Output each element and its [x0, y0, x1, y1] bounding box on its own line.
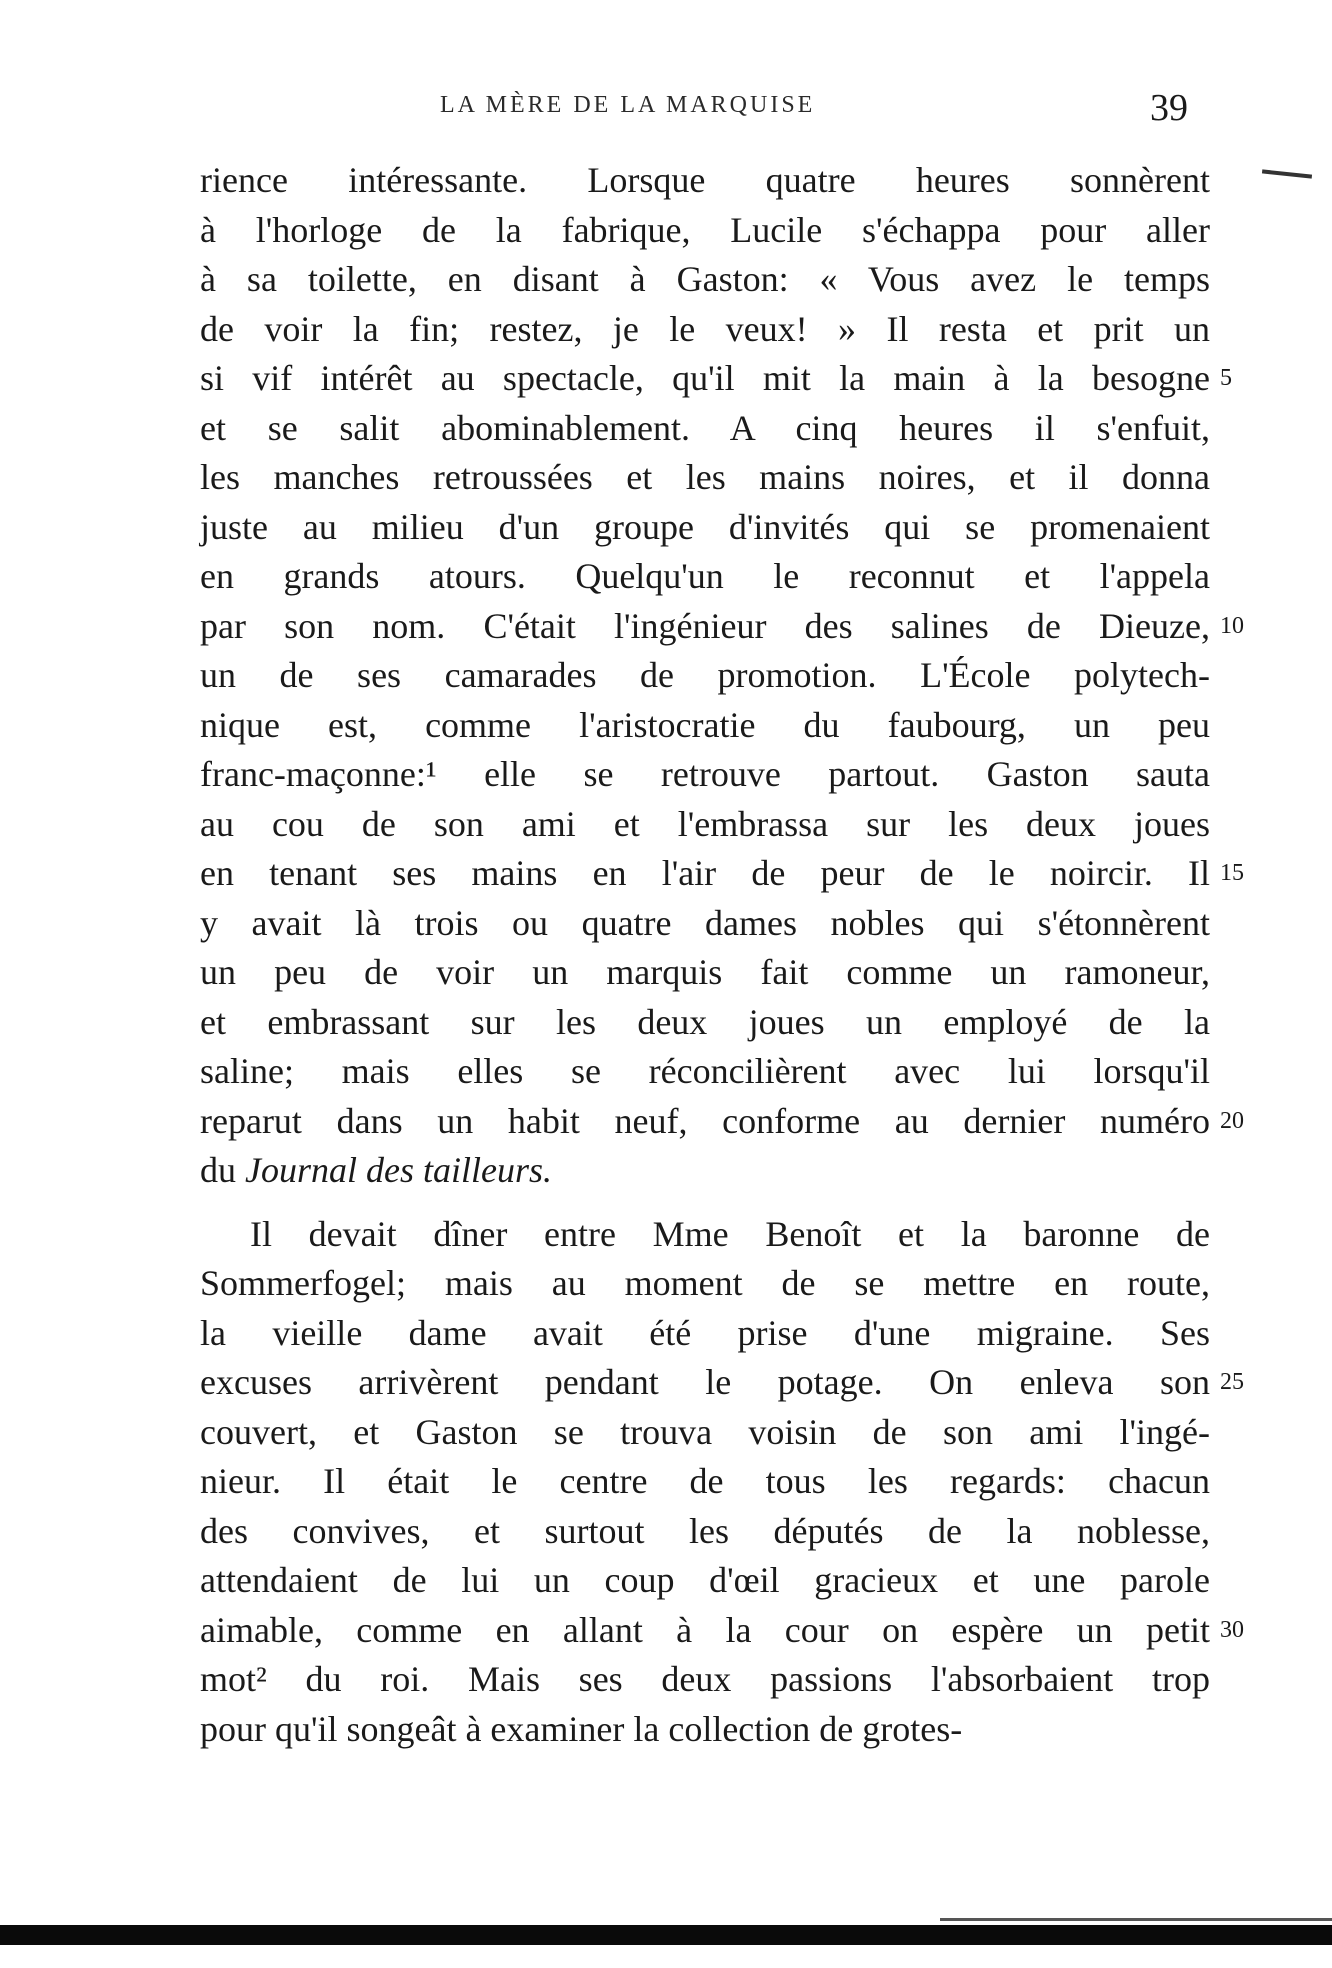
text-line [200, 800, 1210, 850]
text-line [200, 255, 1210, 305]
line-text: y avait là trois ou quatre dames nobles qui s'étonnèrent [200, 902, 1210, 943]
line-text: franc-maçonne:¹ elle se retrouve partout. Gaston sauta [200, 754, 1210, 794]
line-text: saline; mais elles se réconcilièrent avec lui lorsqu'il [200, 1051, 1210, 1091]
line-number: 10 [1220, 612, 1244, 639]
line-text: Il devait dîner entre Mme Benoît et la baronne de [250, 1213, 1210, 1254]
text-line [200, 899, 1210, 949]
text-line [200, 404, 1210, 454]
running-title: LA MÈRE DE LA MARQUISE [440, 92, 816, 118]
text-line [200, 1309, 1210, 1359]
text-line [200, 552, 1210, 602]
line-text: et embrassant sur les deux joues un employé de la [200, 1001, 1210, 1042]
page-number: 39 [1150, 87, 1188, 129]
text-line [200, 602, 1244, 652]
line-text: à l'horloge de la fabrique, Lucile s'échappa pour aller [200, 209, 1210, 250]
line-text: les manches retroussées et les mains noires, et il donna [200, 457, 1210, 497]
text-line [200, 948, 1210, 998]
line-text: et se salit abominablement. A cinq heures il s'enfuit, [200, 407, 1210, 448]
text-line [200, 750, 1210, 800]
journal-title: Journal des tailleurs. [245, 1150, 552, 1190]
line-text: pour qu'il songeât à examiner la collection de grotes- [200, 1708, 963, 1749]
text-line [200, 1507, 1210, 1557]
text-line [200, 503, 1210, 553]
line-text: couvert, et Gaston se trouva voisin de son ami l'ingé- [200, 1411, 1210, 1452]
text-line [200, 1146, 1210, 1196]
line-text: excuses arrivèrent pendant le potage. On enleva son [200, 1362, 1210, 1402]
line-number: 25 [1220, 1369, 1244, 1395]
text-line [200, 998, 1210, 1048]
text-line [200, 651, 1210, 701]
line-text: de voir la fin; restez, je le veux! » Il resta et prit un [200, 308, 1210, 349]
line-text: par son nom. C'était l'ingénieur des salines de Dieuze, [200, 605, 1210, 646]
line-text: mot² du roi. Mais ses deux passions l'absorbaient trop [200, 1659, 1210, 1699]
text-line [200, 1705, 1210, 1755]
text-line [200, 1556, 1210, 1606]
scan-edge-bar [0, 1925, 1332, 1945]
text-line [200, 1457, 1210, 1507]
paragraph-2 [200, 1210, 1244, 1755]
text-line [200, 1655, 1210, 1705]
body-text [200, 156, 1244, 1754]
line-prefix: du [200, 1150, 245, 1190]
line-text: si vif intérêt au spectacle, qu'il mit la main à la besogne [200, 358, 1210, 398]
text-line [200, 849, 1244, 899]
text-line [200, 305, 1210, 355]
text-line [200, 1606, 1244, 1656]
line-text: un peu de voir un marquis fait comme un ramoneur, [200, 952, 1210, 992]
scan-edge-thin [940, 1918, 1332, 1921]
line-text: en grands atours. Quelqu'un le reconnut et l'appela [200, 556, 1210, 596]
line-text: attendaient de lui un coup d'œil gracieux et une parole [200, 1560, 1210, 1600]
text-line [200, 1210, 1210, 1260]
line-text: reparut dans un habit neuf, conforme au dernier numéro [200, 1100, 1210, 1141]
text-line [200, 701, 1210, 751]
line-text: nieur. Il était le centre de tous les regards: chacun [200, 1461, 1210, 1501]
line-text: nique est, comme l'aristocratie du faubourg, un peu [200, 704, 1210, 745]
line-number: 15 [1220, 860, 1244, 886]
paragraph-1 [200, 156, 1244, 1146]
text-line [200, 206, 1210, 256]
line-text: Sommerfogel; mais au moment de se mettre en route, [200, 1263, 1210, 1303]
line-number: 30 [1220, 1616, 1244, 1643]
line-text: aimable, comme en allant à la cour on espère un petit [200, 1609, 1210, 1650]
text-line [200, 156, 1210, 206]
line-text: des convives, et surtout les députés de la noblesse, [200, 1510, 1210, 1551]
margin-mark [1262, 169, 1312, 178]
line-text: juste au milieu d'un groupe d'invités qui se promenaient [200, 506, 1210, 547]
line-text: un de ses camarades de promotion. L'École polytech- [200, 655, 1210, 695]
line-text: rience intéressante. Lorsque quatre heures sonnèrent [200, 160, 1210, 200]
text-line [200, 354, 1232, 404]
line-number: 20 [1220, 1107, 1244, 1134]
text-line [200, 1047, 1210, 1097]
line-text: à sa toilette, en disant à Gaston: « Vous avez le temps [200, 259, 1210, 299]
line-text: en tenant ses mains en l'air de peur de le noircir. Il [200, 853, 1210, 893]
text-line [200, 1358, 1244, 1408]
text-line [200, 1097, 1244, 1147]
text-line [200, 453, 1210, 503]
text-line [200, 1259, 1210, 1309]
line-text: la vieille dame avait été prise d'une migraine. Ses [200, 1312, 1210, 1353]
line-number: 5 [1220, 365, 1232, 391]
line-text: au cou de son ami et l'embrassa sur les deux joues [200, 803, 1210, 844]
text-line [200, 1408, 1210, 1458]
